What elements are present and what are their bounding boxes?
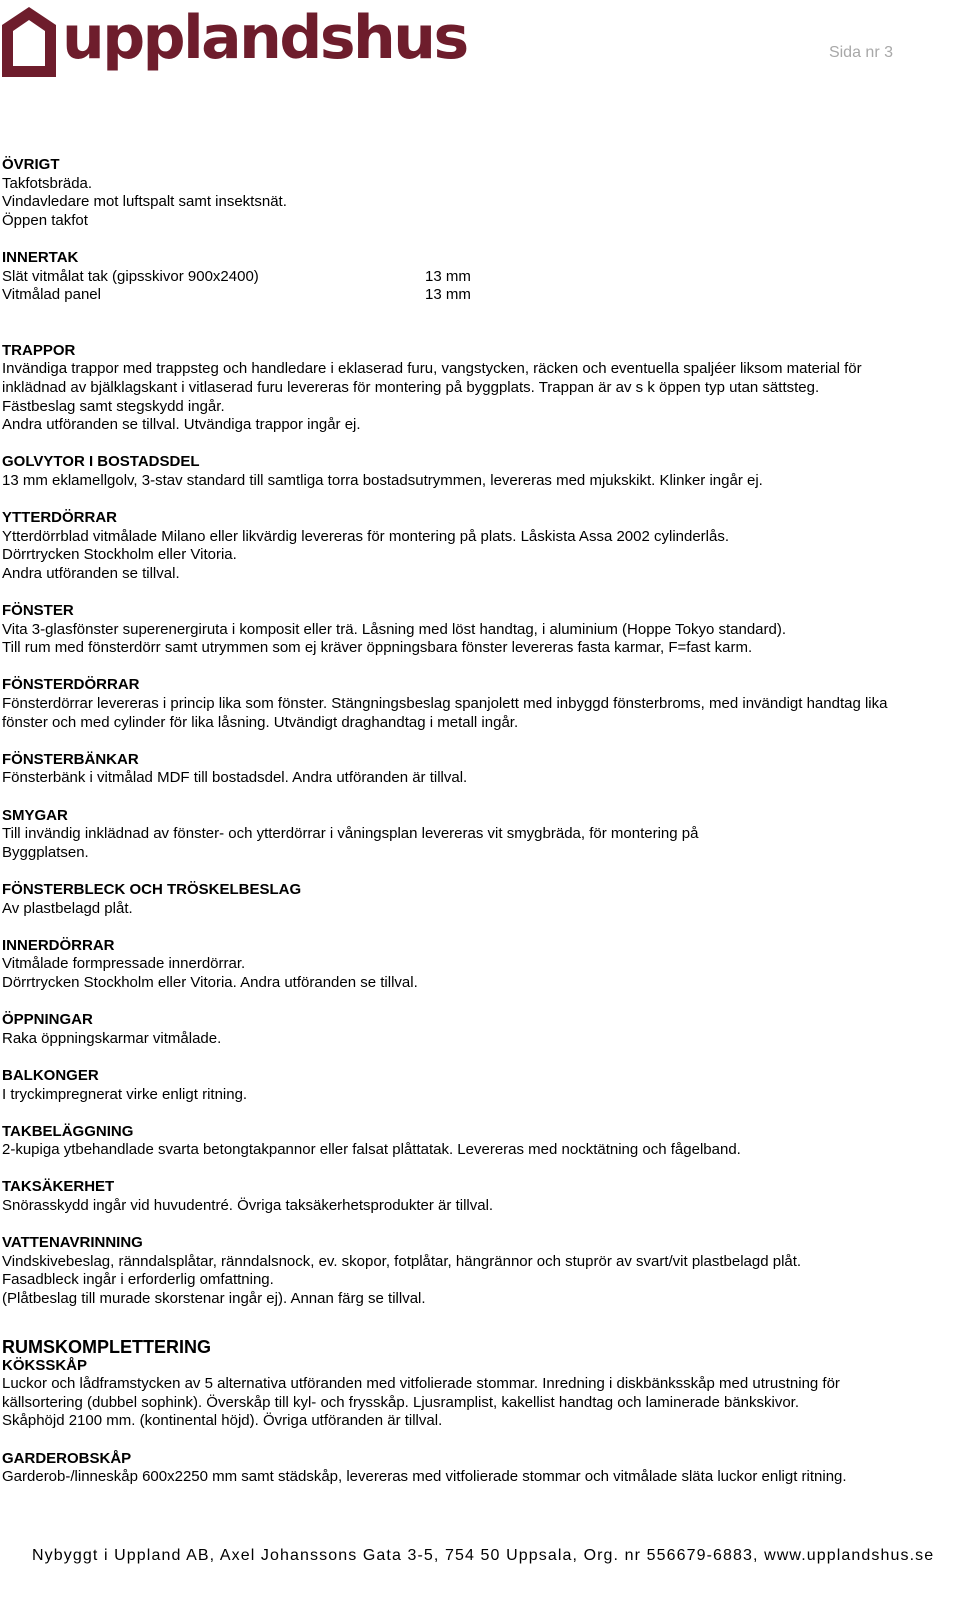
section-heading: INNERDÖRRAR: [2, 936, 115, 954]
text-line: Andra utföranden se tillval.: [2, 564, 180, 582]
brand-name: upplandshus: [62, 3, 467, 73]
section-heading: SMYGAR: [2, 806, 68, 824]
text-line: Till invändig inklädnad av fönster- och ytterdörrar i våningsplan levereras vit smygbräda, för montering på: [2, 825, 699, 843]
document-body: [2, 156, 958, 1505]
text-line: Till rum med fönsterdörr samt utrymmen som ej kräver öppningsbara fönster levereras fasta karmar, F=fast karm.: [2, 639, 753, 657]
section-oppningar: [2, 1011, 958, 1048]
text-line: Av plastbelagd plåt.: [2, 899, 133, 917]
section-heading: FÖNSTERBLECK OCH TRÖSKELBESLAG: [2, 880, 302, 898]
text-line: 13 mm eklamellgolv, 3-stav standard till samtliga torra bostadsutrymmen, levereras med mjukskikt. Klinker ingår ej.: [2, 471, 763, 489]
section-vattenavrinning: [2, 1234, 958, 1308]
text-line: Ytterdörrblad vitmålade Milano eller likvärdig levereras för montering på plats. Låskista Assa 2002 cylinderlås.: [2, 527, 730, 545]
spec-value: 13 mm: [425, 286, 471, 304]
section-heading: ÖPPNINGAR: [2, 1011, 93, 1029]
section-taksakerhet: [2, 1178, 958, 1215]
text-line: Andra utföranden se tillval. Utvändiga trappor ingår ej.: [2, 416, 361, 434]
section-fonsterbleck: [2, 881, 958, 918]
text-line: Fönsterbänk i vitmålad MDF till bostadsdel. Andra utföranden är tillval.: [2, 769, 468, 787]
text-line: Fönsterdörrar levereras i princip lika som fönster. Stängningsbeslag spanjolett med inbyggd fönsterbroms, med invändigt handtag lika: [2, 695, 888, 713]
text-line: fönster och med cylinder för lika låsning. Utvändigt draghandtag i metall ingår.: [2, 713, 519, 731]
section-heading: VATTENAVRINNING: [2, 1234, 143, 1252]
text-line: inklädnad av bjälklagskant i vitlaserad furu levereras för montering på byggplats. Trappan är av s k öppen typ utan sättsteg.: [2, 378, 820, 396]
section-heading: FÖNSTERBÄNKAR: [2, 750, 139, 768]
text-line: I tryckimpregnerat virke enligt ritning.: [2, 1085, 248, 1103]
spec-value: 13 mm: [425, 267, 471, 285]
text-line: Dörrtrycken Stockholm eller Vitoria.: [2, 546, 237, 564]
section-fonsterbankar: [2, 751, 958, 788]
section-heading: KÖKSSKÅP: [2, 1356, 88, 1374]
spec-row: [2, 268, 958, 287]
text-line: Garderob-/linneskåp 600x2250 mm samt städskåp, levereras med vitfolierade stommar och vitmålade släta luckor enligt ritning.: [2, 1468, 847, 1486]
section-heading: INNERTAK: [2, 248, 79, 266]
text-line: Luckor och lådframstycken av 5 alternativa utföranden med vitfolierade stommar. Inredning i diskbänksskåp med utrustning för: [2, 1375, 840, 1393]
section-heading: FÖNSTERDÖRRAR: [2, 676, 140, 694]
section-heading: FÖNSTER: [2, 602, 74, 620]
spec-label: Vitmålad panel: [2, 286, 101, 304]
section-heading: GOLVYTOR I BOSTADSDEL: [2, 453, 200, 471]
section-golvytor: [2, 453, 958, 490]
brand-logo: [0, 4, 467, 80]
section-heading: BALKONGER: [2, 1066, 99, 1084]
major-heading: RUMSKOMPLETTERING: [2, 1336, 211, 1357]
text-line: Vindavledare mot luftspalt samt insektsnät.: [2, 193, 287, 211]
text-line: Öppen takfot: [2, 211, 88, 229]
text-line: källsortering (dubbel sophink). Överskåp till kyl- och frysskåp. Ljusramplist, kakellist handtag och laminerade bänkskivor.: [2, 1393, 800, 1411]
text-line: Raka öppningskarmar vitmålade.: [2, 1029, 222, 1047]
section-heading: TAKSÄKERHET: [2, 1178, 115, 1196]
text-line: Vindskivebeslag, ränndalsplåtar, ränndalsnock, ev. skopor, fotplåtar, hängrännor och stuprör av svart/vit plastbelagd plåt.: [2, 1252, 802, 1270]
text-line: Vitmålade formpressade innerdörrar.: [2, 955, 246, 973]
section-ytterdorrar: [2, 509, 958, 583]
section-heading: GARDEROBSKÅP: [2, 1449, 132, 1467]
text-line: Vita 3-glasfönster superenergiruta i komposit eller trä. Låsning med löst handtag, i aluminium (Hoppe Tokyo standard).: [2, 620, 787, 638]
section-innerdorrar: [2, 937, 958, 993]
section-fonster: [2, 602, 958, 658]
text-line: Dörrtrycken Stockholm eller Vitoria. Andra utföranden se tillval.: [2, 973, 418, 991]
text-line: (Plåtbeslag till murade skorstenar ingår ej). Annan färg se tillval.: [2, 1290, 426, 1308]
footer-address: Nybyggt i Uppland AB, Axel Johanssons Gata 3-5, 754 50 Uppsala, Org. nr 556679-6883, www.upplandshus.se: [32, 1547, 935, 1564]
section-heading: YTTERDÖRRAR: [2, 509, 117, 527]
section-ovrigt: [2, 156, 958, 230]
section-takbelaggning: [2, 1123, 958, 1160]
section-heading: TRAPPOR: [2, 341, 76, 359]
text-line: Fasadbleck ingår i erforderlig omfattning.: [2, 1271, 274, 1289]
section-koksskap: [2, 1357, 958, 1431]
page-number: Sida nr 3: [828, 44, 893, 61]
section-heading: ÖVRIGT: [2, 156, 60, 173]
section-garderobskap: [2, 1450, 958, 1487]
text-line: Byggplatsen.: [2, 843, 89, 861]
spec-row: [2, 286, 958, 305]
section-innertak: [2, 249, 958, 305]
text-line: Skåphöjd 2100 mm. (kontinental höjd). Övriga utföranden är tillval.: [2, 1412, 443, 1430]
section-smygar: [2, 807, 958, 863]
text-line: Invändiga trappor med trappsteg och handledare i eklaserad furu, vangstycken, räcken och eventuella spaljéer liksom material för: [2, 360, 862, 378]
section-heading: TAKBELÄGGNING: [2, 1122, 134, 1140]
section-fonsterdorrar: [2, 676, 958, 732]
spec-label: Slät vitmålat tak (gipsskivor 900x2400): [2, 267, 259, 285]
text-line: 2-kupiga ytbehandlade svarta betongtakpannor eller falsat plåttatak. Levereras med nocktätning och fågelband.: [2, 1141, 741, 1159]
text-line: Snörasskydd ingår vid huvudentré. Övriga taksäkerhetsprodukter är tillval.: [2, 1197, 494, 1215]
house-logo-icon: [0, 5, 58, 79]
section-trappor: [2, 342, 958, 435]
text-line: Fästbeslag samt stegskydd ingår.: [2, 397, 225, 415]
text-line: Takfotsbräda.: [2, 174, 93, 192]
section-balkonger: [2, 1067, 958, 1104]
